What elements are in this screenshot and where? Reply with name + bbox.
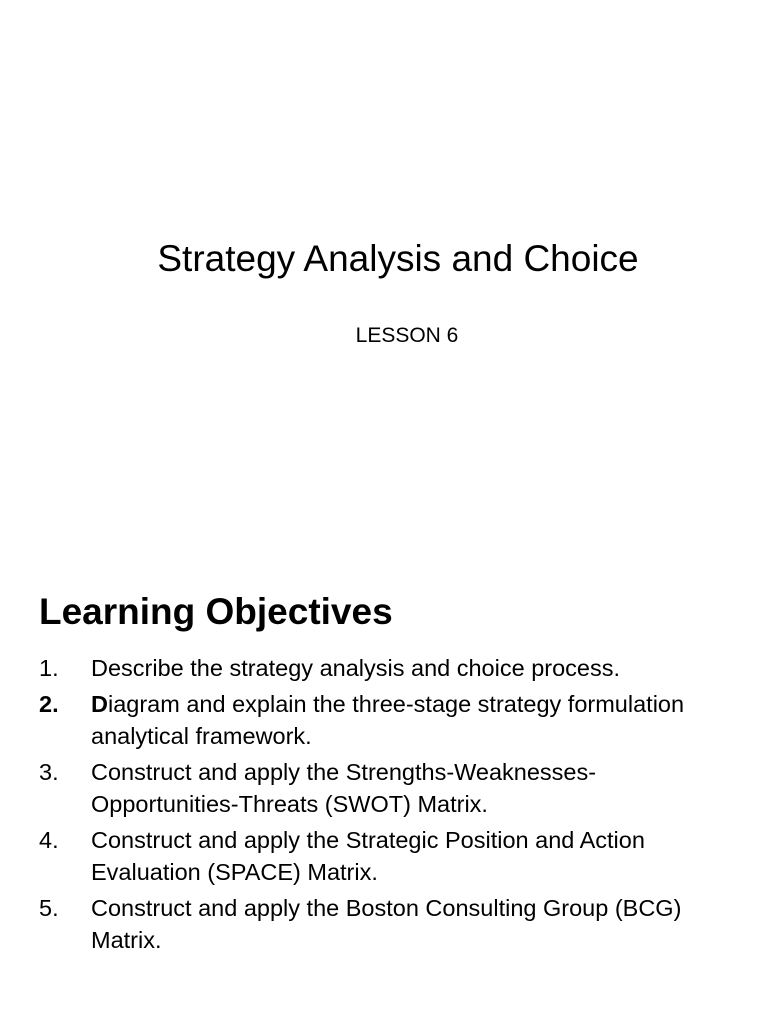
objective-text: Describe the strategy analysis and choice process.	[91, 655, 621, 681]
objective-text: Construct and apply the Strategic Position and Action Evaluation (SPACE) Matrix.	[91, 827, 645, 885]
objective-item-1	[39, 652, 739, 684]
objective-item-2	[39, 688, 739, 752]
slide-subtitle: LESSON 6	[355, 324, 459, 347]
objectives-list	[39, 652, 739, 960]
objective-number: 1.	[39, 655, 59, 681]
objective-number: 2.	[39, 691, 59, 717]
objectives-heading: Learning Objectives	[39, 591, 393, 632]
objective-number: 5.	[39, 895, 59, 921]
objective-text-wrapper	[91, 688, 739, 752]
objective-lead-letter: D	[91, 691, 108, 717]
objective-text: Construct and apply the Boston Consulting Group (BCG) Matrix.	[91, 895, 682, 953]
objective-item-5	[39, 892, 739, 956]
objective-item-3	[39, 756, 739, 820]
slide-title: Strategy Analysis and Choice	[157, 238, 639, 279]
objective-number: 4.	[39, 827, 59, 853]
objective-text: Construct and apply the Strengths-Weaknesses-Opportunities-Threats (SWOT) Matrix.	[91, 759, 597, 817]
objective-item-4	[39, 824, 739, 888]
objective-number: 3.	[39, 759, 59, 785]
objective-text: iagram and explain the three-stage strategy formulation analytical framework.	[91, 691, 685, 749]
